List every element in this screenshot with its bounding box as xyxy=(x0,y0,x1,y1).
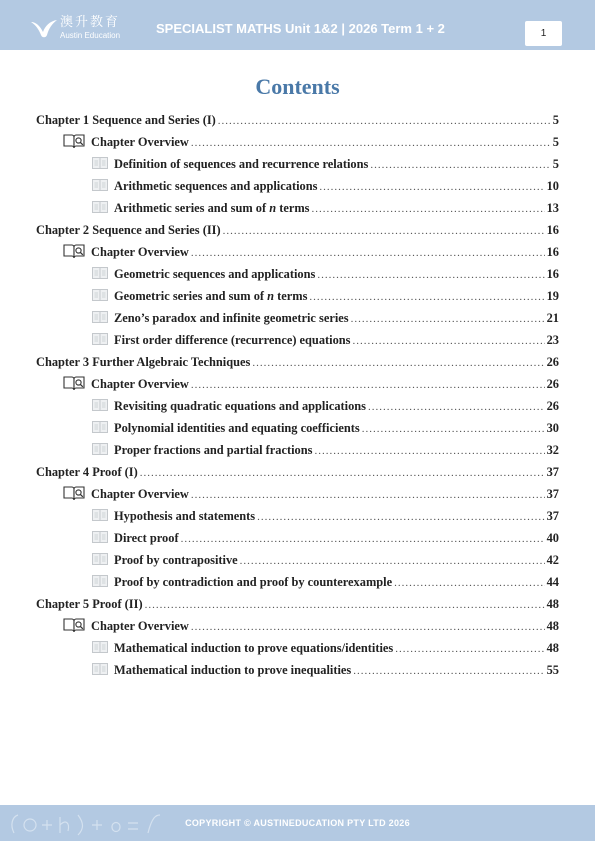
toc-section-entry[interactable] xyxy=(36,196,559,218)
open-book-icon xyxy=(92,399,108,411)
toc-chapter-entry[interactable] xyxy=(36,460,559,482)
dot-leader xyxy=(223,224,545,238)
table-of-contents xyxy=(36,108,559,680)
toc-entry-page: 16 xyxy=(546,245,559,259)
dot-leader xyxy=(191,246,545,260)
toc-entry-page: 55 xyxy=(546,663,559,677)
dot-leader xyxy=(257,510,544,524)
toc-section-entry[interactable] xyxy=(36,416,559,438)
toc-entry-page: 16 xyxy=(546,223,559,237)
toc-overview-entry[interactable] xyxy=(36,614,559,636)
page-number: 1 xyxy=(525,21,562,46)
open-book-icon xyxy=(92,311,108,323)
dot-leader xyxy=(240,554,545,568)
open-book-icon xyxy=(92,509,108,521)
toc-section-entry[interactable] xyxy=(36,306,559,328)
dot-leader xyxy=(191,620,545,634)
toc-section-entry[interactable] xyxy=(36,438,559,460)
open-book-icon xyxy=(92,157,108,169)
toc-entry-page: 30 xyxy=(546,421,559,435)
toc-entry-label: Chapter 3 Further Algebraic Techniques xyxy=(36,355,251,369)
toc-entry-label: Polynomial identities and equating coefficients xyxy=(114,421,360,435)
logo-english-text: Austin Education xyxy=(60,31,121,40)
dot-leader xyxy=(309,290,544,304)
dot-leader xyxy=(317,268,544,282)
page-header xyxy=(0,0,595,50)
toc-section-entry[interactable] xyxy=(36,152,559,174)
brand-logo xyxy=(30,16,130,44)
toc-entry-label: Chapter Overview xyxy=(91,487,189,501)
book-magnifier-icon xyxy=(63,375,85,391)
toc-overview-entry[interactable] xyxy=(36,372,559,394)
toc-section-entry[interactable] xyxy=(36,262,559,284)
dot-leader xyxy=(181,532,545,546)
copyright-text: COPYRIGHT © AUSTINEDUCATION PTY LTD 2026 xyxy=(185,818,410,828)
dot-leader xyxy=(362,422,545,436)
toc-entry-label: Arithmetic sequences and applications xyxy=(114,179,318,193)
dot-leader xyxy=(218,114,551,128)
page-footer xyxy=(0,805,595,841)
dot-leader xyxy=(395,642,544,656)
toc-entry-page: 23 xyxy=(546,333,559,347)
toc-entry-label: Chapter 1 Sequence and Series (I) xyxy=(36,113,216,127)
dot-leader xyxy=(351,312,545,326)
open-book-icon xyxy=(92,289,108,301)
toc-section-entry[interactable] xyxy=(36,636,559,658)
toc-entry-label: Mathematical induction to prove equations/identities xyxy=(114,641,394,655)
book-magnifier-icon xyxy=(63,133,85,149)
dot-leader xyxy=(319,180,544,194)
toc-entry-label: Chapter 4 Proof (I) xyxy=(36,465,138,479)
toc-entry-page: 48 xyxy=(546,597,559,611)
toc-entry-page: 44 xyxy=(546,575,559,589)
open-book-icon xyxy=(92,531,108,543)
toc-entry-page: 5 xyxy=(552,113,559,127)
dot-leader xyxy=(191,378,545,392)
toc-entry-page: 48 xyxy=(546,619,559,633)
toc-overview-entry[interactable] xyxy=(36,240,559,262)
book-magnifier-icon xyxy=(63,485,85,501)
toc-entry-page: 32 xyxy=(546,443,559,457)
open-book-icon xyxy=(92,641,108,653)
open-book-icon xyxy=(92,575,108,587)
toc-entry-label: Zeno’s paradox and infinite geometric series xyxy=(114,311,349,325)
dot-leader xyxy=(252,356,544,370)
dot-leader xyxy=(145,598,545,612)
toc-entry-page: 21 xyxy=(546,311,559,325)
toc-overview-entry[interactable] xyxy=(36,482,559,504)
toc-section-entry[interactable] xyxy=(36,548,559,570)
toc-section-entry[interactable] xyxy=(36,658,559,680)
toc-entry-page: 19 xyxy=(546,289,559,303)
toc-entry-label: Proper fractions and partial fractions xyxy=(114,443,313,457)
dot-leader xyxy=(394,576,545,590)
header-title: SPECIALIST MATHS Unit 1&2 | 2026 Term 1 + 2 xyxy=(156,21,445,36)
toc-entry-page: 40 xyxy=(546,531,559,545)
toc-overview-entry[interactable] xyxy=(36,130,559,152)
toc-entry-page: 42 xyxy=(546,553,559,567)
toc-entry-page: 10 xyxy=(546,179,559,193)
logo-chinese-text: 澳升教育 xyxy=(60,15,121,30)
book-magnifier-icon xyxy=(63,243,85,259)
toc-entry-page: 37 xyxy=(546,465,559,479)
toc-entry-label: Geometric series and sum of n terms xyxy=(114,289,308,303)
open-book-icon xyxy=(92,663,108,675)
toc-chapter-entry[interactable] xyxy=(36,350,559,372)
toc-entry-label: Proof by contradiction and proof by counterexample xyxy=(114,575,393,589)
toc-section-entry[interactable] xyxy=(36,570,559,592)
toc-entry-label: Direct proof xyxy=(114,531,179,545)
book-magnifier-icon xyxy=(63,617,85,633)
toc-section-entry[interactable] xyxy=(36,328,559,350)
toc-entry-label: Proof by contrapositive xyxy=(114,553,238,567)
toc-entry-label: Chapter Overview xyxy=(91,245,189,259)
toc-entry-page: 37 xyxy=(546,509,559,523)
open-book-icon xyxy=(92,333,108,345)
toc-entry-page: 13 xyxy=(546,201,559,215)
toc-entry-label: Chapter Overview xyxy=(91,135,189,149)
toc-entry-page: 26 xyxy=(546,399,559,413)
toc-entry-page: 37 xyxy=(546,487,559,501)
open-book-icon xyxy=(92,553,108,565)
toc-chapter-entry[interactable] xyxy=(36,592,559,614)
toc-section-entry[interactable] xyxy=(36,526,559,548)
toc-entry-page: 5 xyxy=(552,135,559,149)
toc-entry-page: 26 xyxy=(546,355,559,369)
toc-entry-page: 5 xyxy=(552,157,559,171)
dot-leader xyxy=(191,488,545,502)
toc-entry-label: Geometric sequences and applications xyxy=(114,267,316,281)
toc-entry-page: 26 xyxy=(546,377,559,391)
dot-leader xyxy=(312,202,545,216)
toc-section-entry[interactable] xyxy=(36,504,559,526)
toc-entry-label: Chapter 2 Sequence and Series (II) xyxy=(36,223,221,237)
toc-entry-label: Arithmetic series and sum of n terms xyxy=(114,201,310,215)
toc-entry-label: Revisiting quadratic equations and applications xyxy=(114,399,366,413)
toc-entry-label: Chapter 5 Proof (II) xyxy=(36,597,143,611)
toc-entry-label: Hypothesis and statements xyxy=(114,509,256,523)
open-book-icon xyxy=(92,267,108,279)
open-book-icon xyxy=(92,443,108,455)
open-book-icon xyxy=(92,421,108,433)
contents-heading: Contents xyxy=(255,74,340,99)
toc-entry-label: Definition of sequences and recurrence relations xyxy=(114,157,369,171)
dot-leader xyxy=(140,466,545,480)
dot-leader xyxy=(370,158,550,172)
toc-section-entry[interactable] xyxy=(36,174,559,196)
open-book-icon xyxy=(92,179,108,191)
toc-entry-label: First order difference (recurrence) equations xyxy=(114,333,351,347)
toc-entry-label: Mathematical induction to prove inequalities xyxy=(114,663,352,677)
toc-section-entry[interactable] xyxy=(36,284,559,306)
dot-leader xyxy=(368,400,545,414)
toc-chapter-entry[interactable] xyxy=(36,108,559,130)
dot-leader xyxy=(314,444,544,458)
open-book-icon xyxy=(92,201,108,213)
dot-leader xyxy=(353,664,544,678)
dot-leader xyxy=(353,334,545,348)
dot-leader xyxy=(191,136,551,150)
toc-chapter-entry[interactable] xyxy=(36,218,559,240)
toc-entry-page: 16 xyxy=(546,267,559,281)
toc-entry-label: Chapter Overview xyxy=(91,619,189,633)
bird-logo-icon xyxy=(30,18,58,40)
toc-entry-page: 48 xyxy=(546,641,559,655)
toc-entry-label: Chapter Overview xyxy=(91,377,189,391)
toc-section-entry[interactable] xyxy=(36,394,559,416)
